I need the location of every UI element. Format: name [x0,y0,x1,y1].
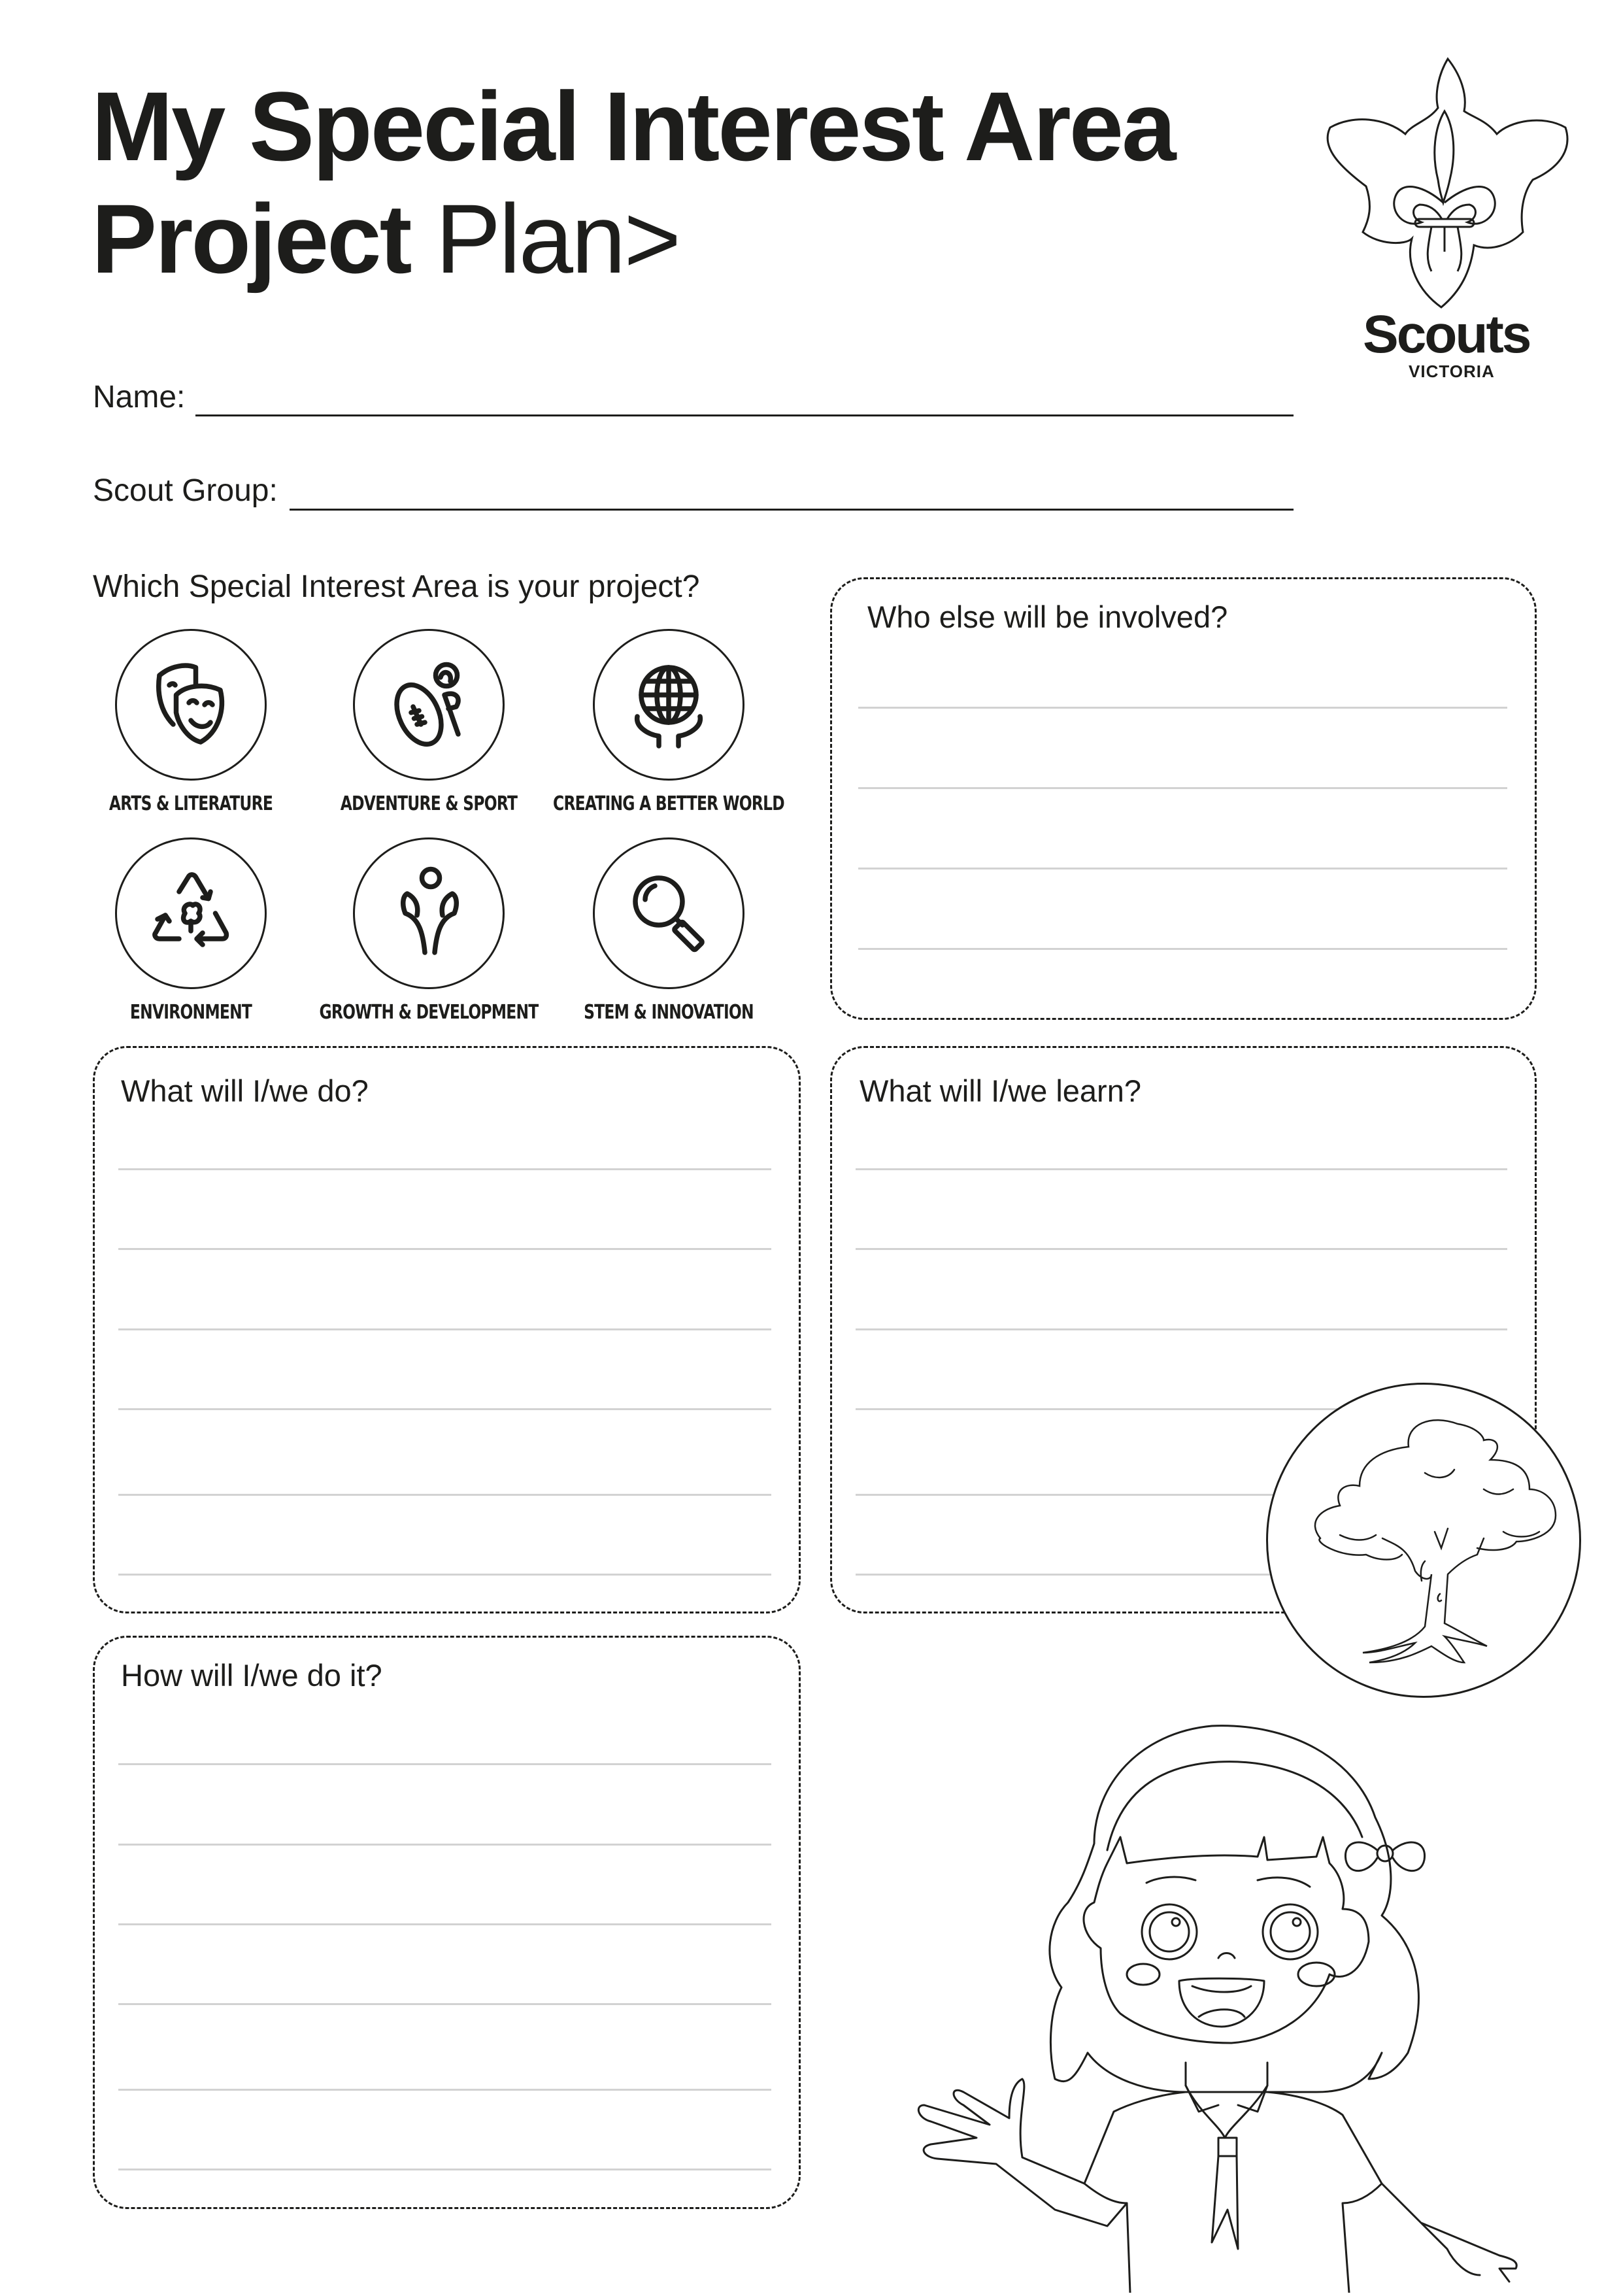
recycle-tree-icon [142,864,240,962]
title-project: Project [92,184,410,294]
tree-icon [1268,1385,1579,1696]
writing-line[interactable] [118,1923,771,1925]
writing-line[interactable] [118,1408,771,1410]
globe-in-hands-icon [620,656,718,754]
writing-line[interactable] [118,1494,771,1496]
sia-option-stem-innovation[interactable] [593,837,744,989]
fleur-de-lis-icon [1314,56,1575,311]
sia-option-growth-development[interactable] [353,837,505,989]
sia-label-growth-development: GROWTH & DEVELOPMENT [319,1001,539,1024]
writing-line[interactable] [858,948,1507,950]
scout-group-field[interactable] [290,509,1294,511]
name-field[interactable] [195,414,1294,416]
sia-label-arts-literature: ARTS & LITERATURE [109,792,273,815]
logo-region-text: VICTORIA [1409,362,1495,381]
who-else-box[interactable] [830,577,1537,1020]
sia-label-stem-innovation: STEM & INNOVATION [584,1001,754,1024]
growing-person-icon [380,864,478,962]
writing-line[interactable] [118,2089,771,2091]
writing-line[interactable] [856,1168,1507,1170]
who-else-title: Who else will be involved? [867,599,1228,634]
tree-badge [1266,1383,1581,1698]
writing-line[interactable] [118,1574,771,1576]
sia-label-environment: ENVIRONMENT [129,1001,252,1024]
writing-line[interactable] [118,2169,771,2170]
writing-line[interactable] [118,1168,771,1170]
writing-line[interactable] [856,1248,1507,1250]
writing-line[interactable] [858,787,1507,789]
writing-line[interactable] [118,2003,771,2005]
sia-option-environment[interactable] [115,837,267,989]
theatre-masks-icon [142,656,240,754]
what-learn-title: What will I/we learn? [860,1073,1141,1108]
what-do-title: What will I/we do? [121,1073,369,1108]
scout-girl-icon [911,1687,1539,2293]
writing-line[interactable] [118,1763,771,1765]
scouts-victoria-logo [1314,56,1575,382]
how-do-title: How will I/we do it? [121,1658,382,1693]
logo-brand-text: Scouts [1363,305,1530,364]
sia-option-creating-better-world[interactable] [593,629,744,781]
how-do-box[interactable] [93,1636,801,2209]
title-plan: Plan> [435,184,680,294]
scout-girl-illustration [911,1687,1539,2293]
sia-question: Which Special Interest Area is your project? [93,569,700,604]
writing-line[interactable] [118,1328,771,1330]
sia-option-arts-literature[interactable] [115,629,267,781]
sia-option-adventure-sport[interactable] [353,629,505,781]
page-title-line2 [92,184,680,294]
page-title-line1: My Special Interest Area [92,71,1175,181]
writing-line[interactable] [858,707,1507,709]
football-icon [380,656,478,754]
what-do-box[interactable] [93,1046,801,1613]
writing-line[interactable] [118,1248,771,1250]
writing-line[interactable] [118,1844,771,1846]
sia-label-creating-better-world: CREATING A BETTER WORLD [553,792,784,815]
sia-label-adventure-sport: ADVENTURE & SPORT [340,792,518,815]
writing-line[interactable] [856,1328,1507,1330]
name-label: Name: [93,380,186,414]
scout-group-label: Scout Group: [93,473,278,508]
writing-line[interactable] [858,868,1507,869]
magnifying-glass-icon [620,864,718,962]
